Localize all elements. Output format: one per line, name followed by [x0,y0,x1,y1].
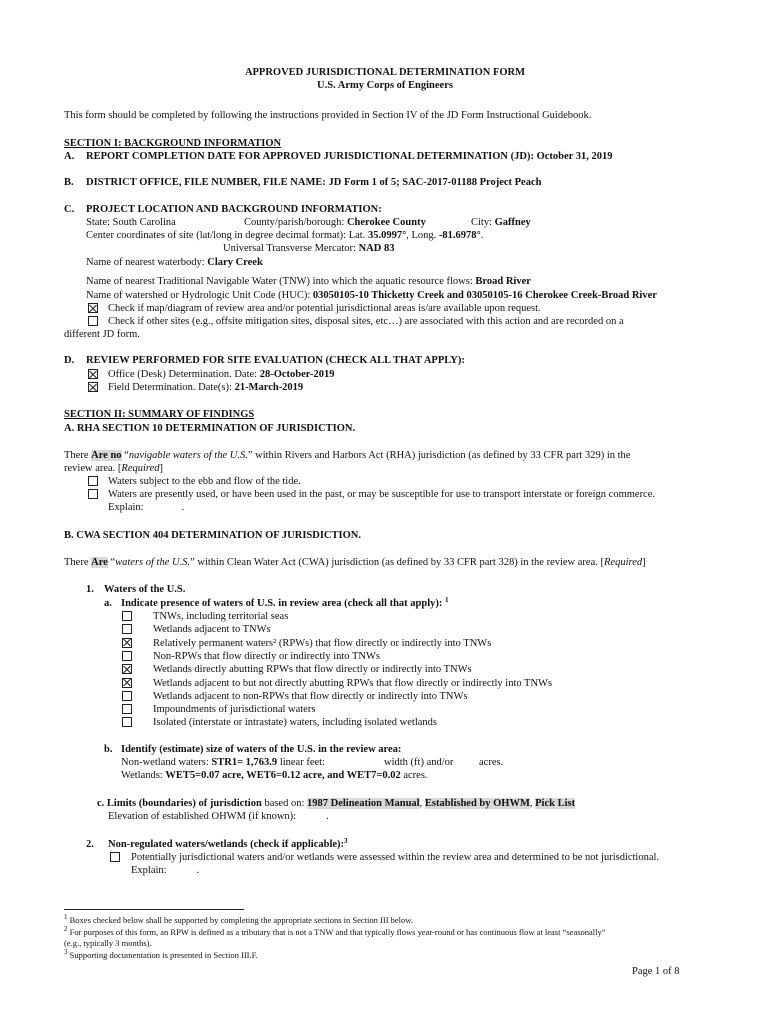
cwa-statement: There Are “waters of the U.S.” within Clean Water Act (CWA) jurisdiction (as defined by 33 CFR part 328) in the review area. [Required] [64,557,646,568]
waters-type-checkbox[interactable] [122,651,132,661]
county-field: County/parish/borough: Cherokee County [244,217,426,228]
rha-heading: A. RHA SECTION 10 DETERMINATION OF JURISDICTION. [64,423,356,434]
ohwm-elevation-field: Elevation of established OHWM (if known): . [108,811,329,822]
nearest-waterbody-field: Name of nearest waterbody: Clary Creek [86,257,263,268]
nearest-tnw-field: Name of nearest Traditional Navigable Water (TNW) into which the aquatic resource flows: Broad River [86,276,531,287]
cwa-selection[interactable]: Are [91,557,108,568]
city-field: City: Gaffney [471,217,531,228]
commerce-label: Waters are presently used, or have been used in the past, or may be susceptible for use to transport interstate or foreign commerce. [108,489,656,500]
waters-type-checkbox[interactable] [122,664,132,674]
form-title: APPROVED JURISDICTIONAL DETERMINATION FORM [244,67,526,78]
cwa-heading: B. CWA SECTION 404 DETERMINATION OF JURISDICTION. [64,530,361,541]
non-wetland-field: Non-wetland waters: STR1= 1,763.9 linear feet: [121,757,325,768]
waters-a-heading: Indicate presence of waters of U.S. in review area (check all that apply): $^1$ [121,596,449,609]
office-determination-checkbox[interactable] [88,369,98,379]
limits-field: c. Limits (boundaries) of jurisdiction based on: 1987 Delineation Manual, Established by OHWM, Pick List [97,798,576,809]
ohwm-elevation-value[interactable]: . [326,811,329,822]
office-determination-field: Office (Desk) Determination. Date: 28-October-2019 [108,369,335,380]
waters-heading: Waters of the U.S. [104,584,186,595]
field-determination-checkbox[interactable] [88,382,98,392]
nonregulated-explain-field: Explain: . [131,865,200,876]
pick-list-select[interactable]: Pick List [535,798,576,809]
office-date: 28-October-2019 [259,369,335,380]
lat-value: 35.0997° [367,230,407,241]
rha-explain-value[interactable]: . [181,502,185,513]
waters-type-label: Wetlands adjacent to non-RPWs that flow directly or indirectly into TNWs [153,690,468,702]
waters-num: 1. [86,584,94,595]
footnote-divider [64,909,244,910]
long-value: -81.6978° [438,230,481,241]
waterbody-value: Clary Creek [207,257,263,268]
map-available-checkbox[interactable] [88,303,98,313]
district-file-info: DISTRICT OFFICE, FILE NUMBER, FILE NAME: JD Form 1 of 5; SAC-2017-01188 Project Peach [86,177,542,188]
county-value: Cherokee County [346,217,426,228]
project-location-heading: PROJECT LOCATION AND BACKGROUND INFORMATION: [86,204,382,215]
footnote [64,915,413,926]
waters-type-checkbox[interactable] [122,717,132,727]
footnote [64,924,606,938]
instructions-text: This form should be completed by following the instructions provided in Section IV of the JD Form Instructional Guidebook. [64,110,592,121]
other-sites-label: Check if other sites (e.g., offsite mitigation sites, disposal sites, etc…) are associated with this action and are recorded on a [108,316,624,327]
utm-field: Universal Transverse Mercator: NAD 83 [223,243,395,254]
waters-a-label: a. [104,598,112,609]
non-wetland-value: STR1= 1,763.9 [211,757,278,768]
footnote-text: (e.g., typically 3 months). [64,938,152,948]
other-sites-checkbox[interactable] [88,316,98,326]
nonjurisdictional-checkbox[interactable] [110,852,120,862]
waters-type-label: Wetlands adjacent to but not directly abutting RPWs that flow directly or indirectly into TNWs [153,677,553,689]
nonjurisdictional-label: Potentially jurisdictional waters and/or wetlands were assessed within the review area and determined to be not jurisdictional. [131,852,660,863]
rha-statement: There Are no “navigable waters of the U.S.” within Rivers and Harbors Act (RHA) jurisdiction (as defined by 33 CFR part 329) in the [64,450,631,461]
waters-type-checkbox[interactable] [122,638,132,648]
rha-explain-field: Explain: . [108,502,185,513]
report-completion-date: REPORT COMPLETION DATE FOR APPROVED JURISDICTIONAL DETERMINATION (JD): October 31, 2019 [86,151,613,162]
rha-statement-cont: review area. [Required] [64,463,164,474]
ebb-flow-label: Waters subject to the ebb and flow of the tide. [108,476,301,487]
commerce-checkbox[interactable] [88,489,98,499]
field-determination-field: Field Determination. Date(s): 21-March-2019 [108,382,304,393]
footnote-text: Supporting documentation is presented in Section III.F. [69,949,258,960]
waters-type-label: Impoundments of jurisdictional waters [153,704,316,716]
waters-type-label: Wetlands directly abutting RPWs that flow directly or indirectly into TNWs [153,664,472,676]
waters-type-label: Non-RPWs that flow directly or indirectly into TNWs [153,650,380,662]
other-sites-label-cont: different JD form. [64,329,140,340]
ebb-flow-checkbox[interactable] [88,476,98,486]
footnote-number: 1 [64,913,68,921]
footnote-number: 2 [64,924,68,933]
page-number: Page 1 of 8 [632,966,680,977]
city-value: Gaffney [494,217,531,228]
nonregulated-heading: Non-regulated waters/wetlands (check if applicable):$^3$ [108,837,348,850]
waters-type-checkbox[interactable] [122,678,132,688]
tnw-value: Broad River [475,276,531,287]
review-performed-heading: REVIEW PERFORMED FOR SITE EVALUATION (CHECK ALL THAT APPLY): [86,355,465,366]
waters-type-checkbox[interactable] [122,704,132,714]
coordinates-field: Center coordinates of site (lat/long in degree decimal format): Lat. 35.0997°, Long. -81.6978°. [86,230,484,241]
section2-heading: SECTION II: SUMMARY OF FINDINGS [64,409,255,420]
utm-value: NAD 83 [358,243,395,254]
waters-type-label: TNWs, including territorial seas [153,611,289,622]
footnote-text: Boxes checked below shall be supported by completing the appropriate sections in Section III below. [69,915,413,925]
footnote-number: 3 [64,947,68,956]
waters-type-checkbox[interactable] [122,691,132,701]
waters-b-heading: Identify (estimate) size of waters of the U.S. in the review area: [121,744,402,755]
acres-label: acres. [479,757,504,768]
ohwm-select[interactable]: Established by OHWM [424,798,530,809]
wetlands-field: Wetlands: WET5=0.07 acre, WET6=0.12 acre, and WET7=0.02 acres. [121,770,428,781]
width-label: width (ft) and/or [384,757,454,768]
field-date: 21-March-2019 [234,382,304,393]
huc-field: Name of watershed or Hydrologic Unit Code (HUC): 03050105-10 Thicketty Creek and 03050105-16 Cherokee Creek-Broad River [86,290,657,301]
waters-type-checkbox[interactable] [122,611,132,621]
nonregulated-num: 2. [86,839,94,850]
item-c-label: C. [64,204,75,215]
item-a-label: A. [64,151,75,162]
state-field: State: South Carolina [86,217,176,228]
waters-type-label: Wetlands adjacent to TNWs [153,624,271,636]
wetlands-value: WET5=0.07 acre, WET6=0.12 acre, and WET7=0.02 [165,770,401,781]
huc-value: 03050105-10 Thicketty Creek and 03050105-16 Cherokee Creek-Broad River [312,290,657,301]
footnote [64,947,258,961]
nonregulated-explain-value[interactable]: . [196,865,200,876]
waters-b-label: b. [104,744,113,755]
item-b-label: B. [64,177,74,188]
item-d-label: D. [64,355,75,366]
map-available-label: Check if map/diagram of review area and/or potential jurisdictional areas is/are available upon request. [108,303,541,314]
footnote-text: For purposes of this form, an RPW is defined as a tributary that is not a TNW and that typically flows year-round or has continuous flow at least “seasonally” [69,926,606,937]
section1-heading: SECTION I: BACKGROUND INFORMATION [64,138,282,149]
waters-type-label: Relatively permanent waters² (RPWs) that flow directly or indirectly into TNWs [153,637,492,649]
waters-type-label: Isolated (interstate or intrastate) waters, including isolated wetlands [153,717,437,729]
delineation-manual-select[interactable]: 1987 Delineation Manual [307,798,420,809]
footnote [64,938,152,949]
rha-selection[interactable]: Are no [91,450,122,461]
waters-type-checkbox[interactable] [122,624,132,634]
form-subtitle: U.S. Army Corps of Engineers [317,80,453,91]
